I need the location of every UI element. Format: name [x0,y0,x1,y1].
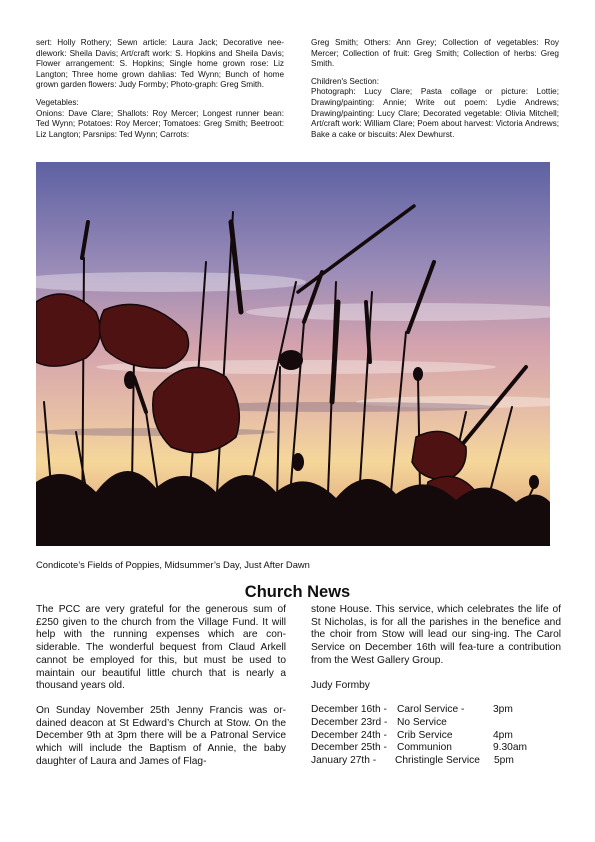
show-results-column-right [311,38,559,147]
show-results-column-left [36,38,284,147]
schedule-time: 3pm [493,704,513,716]
news-paragraph: stone House. This service, which celebrates the life of St Nicholas, is for all the parishes in the benefice and the choir from Stow will lead our sing-ing. The Carol Service on December 16th will fea-ture a contribution from the West Gallery Group. [311,604,561,666]
schedule-date: December 24th - [311,729,387,741]
poppy-field-photo [36,162,550,546]
results-paragraph: Greg Smith; Others: Ann Grey; Collection of vegetables: Roy Mercer; Collection of fruit: Greg Smith; Collection of herbs: Greg Smith. [311,38,559,69]
news-paragraph: On Sunday November 25th Jenny Francis was or-dained deacon at St Edward’s Church at Stow. On the December 9th at 3pm there will be a Patronal Service which will include the Baptism of Annie, the baby daughter of Laura and James of Flag- [36,704,286,767]
childrens-section-heading: Children's Section: [311,76,380,86]
church-news-column-left [36,604,286,780]
schedule-row [311,742,561,755]
childrens-section-results: Photograph: Lucy Clare; Pasta collage or picture: Lottie; Drawing/painting: Annie; Write out poem: Lydie Andrews; Drawing/painting: Lucy Clare; Decorated vegetable: Olivia Mitchell; Art/craft work: William Clare; Poem about harvest: Victoria Andrews; Bake a cake or biscuits: Alex Dewhurst. [311,87,559,139]
vegetables-heading: Vegetables: [36,97,79,107]
schedule-event: Carol Service - [397,704,465,716]
schedule-time: 4pm [493,729,513,741]
schedule-date: December 23rd - [311,716,388,728]
schedule-row [311,730,561,743]
photo-caption: Condicote’s Fields of Poppies, Midsummer’s Day, Just After Dawn [36,559,310,570]
schedule-time: 9.30am [493,742,527,754]
schedule-row [311,704,561,717]
schedule-date: January 27th - [311,755,377,767]
schedule-event: Crib Service [397,729,453,741]
schedule-date: December 25th - [311,742,387,754]
schedule-event: No Service [397,716,447,728]
schedule-row [311,755,561,768]
author-signature: Judy Formby [311,679,370,691]
results-paragraph: sert: Holly Rothery; Sewn article: Laura Jack; Decorative nee-dlework: Sheila Davis; Art/craft work: S. Hopkins and Sheila Davis; Flower arrangement: S. Hopkins; Single home grown rose: Liz Langton; Three home grown dahlias: Ted Wynn; Bunch of home grown garden flowers: Judy Formby; Photo-graph: Greg Smith. [36,38,284,90]
schedule-date: December 16th - [311,704,387,716]
church-news-column-right [311,604,561,768]
schedule-row [311,717,561,730]
vegetables-results: Onions: Dave Clare; Shallots: Roy Mercer; Longest runner bean: Ted Wynn; Potatoes: Roy Mercer; Tomatoes: Greg Smith; Beetroot: Liz Langton; Parsnips: Ted Wynn; Carrots: [36,108,284,139]
church-news-title: Church News [244,583,351,601]
schedule-event: Communion [397,742,452,754]
schedule-time: 5pm [494,755,514,767]
news-paragraph: The PCC are very grateful for the generous sum of £250 given to the church from the Village Fund. It will help with the running expenses which are con-siderable. The wonderful bequest from Claud Arkell cannot be employed for this, but must be used to maintain our beautiful little church that is nearly a thousand years old. [36,604,286,692]
schedule-event: Christingle Service [395,755,480,767]
service-schedule [311,704,561,768]
